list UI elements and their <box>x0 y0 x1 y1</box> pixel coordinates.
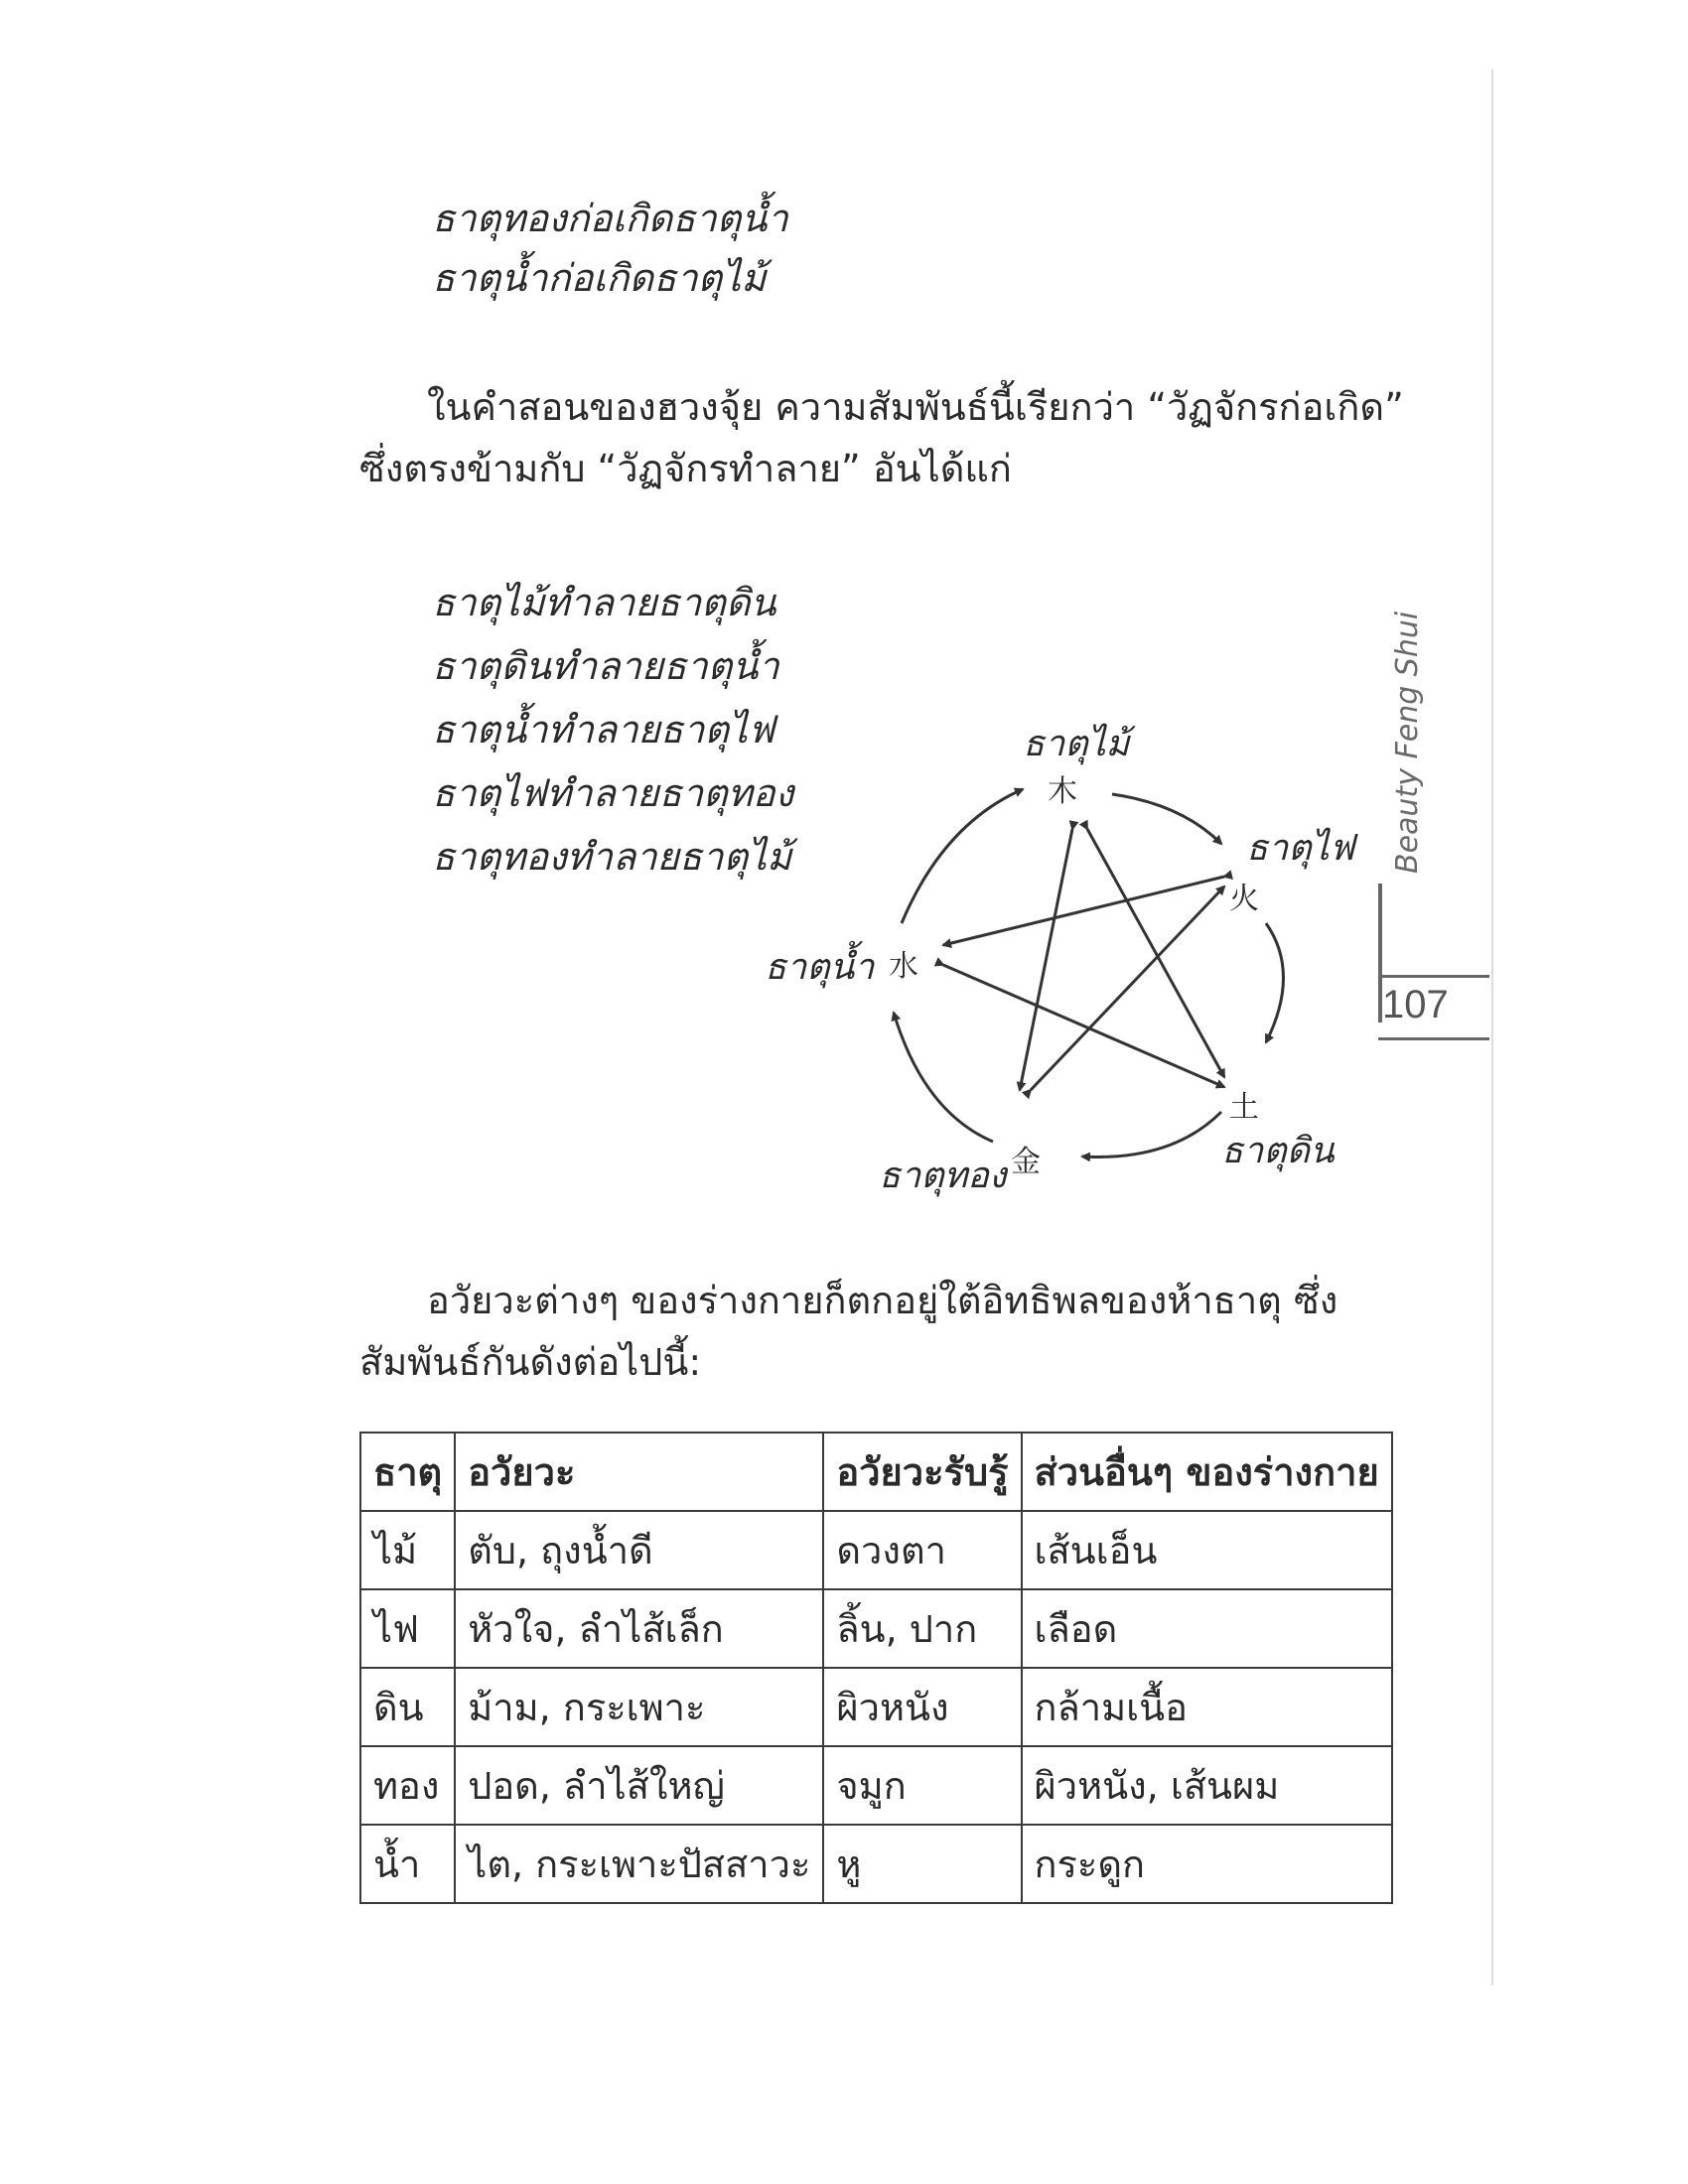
destruction-line: ธาตุทองทำลายธาตุไม้ <box>432 835 792 879</box>
paragraph1-line-1: ในคำสอนของฮวงจุ้ย ความสัมพันธ์นี้เรียกว่า “วัฏจักรก่อเกิด” <box>427 385 1404 429</box>
page-number: 107 <box>1382 983 1449 1026</box>
page-number-rule-top <box>1378 975 1489 978</box>
top-line-1: ธาตุทองก่อเกิดธาตุน้ำ <box>432 197 788 240</box>
page-number-rule-bottom <box>1378 1037 1489 1040</box>
cell: ม้าม, กระเพาะ <box>455 1668 823 1746</box>
cell: กระดูก <box>1022 1825 1392 1903</box>
book-title: Beauty Feng Shui <box>1390 611 1425 874</box>
cell: ไม้ <box>360 1511 455 1589</box>
table-row <box>360 1511 1392 1589</box>
destruction-line: ธาตุไฟทำลายธาตุทอง <box>432 771 794 815</box>
paragraph2-line-2: สัมพันธ์กันดังต่อไปนี้: <box>359 1340 702 1384</box>
label-metal: ธาตุทอง <box>879 1156 1007 1196</box>
table-row <box>360 1668 1392 1746</box>
label-fire: ธาตุไฟ <box>1246 828 1355 869</box>
cell: กล้ามเนื้อ <box>1022 1668 1392 1746</box>
cell: เส้นเอ็น <box>1022 1511 1392 1589</box>
label-earth: ธาตุดิน <box>1221 1131 1335 1171</box>
table-row <box>360 1746 1392 1825</box>
five-elements-diagram <box>745 695 1360 1235</box>
label-wood: ธาตุไม้ <box>1023 724 1130 764</box>
cell: ผิวหนัง <box>823 1668 1021 1746</box>
organs-table <box>359 1432 1393 1904</box>
destruction-line: ธาตุดินทำลายธาตุน้ำ <box>432 644 779 688</box>
cell: ดิน <box>360 1668 455 1746</box>
paragraph1-line-2: ซึ่งตรงข้ามกับ “วัฏจักรทำลาย” อันได้แก่ <box>359 447 1012 490</box>
paragraph2-line-1: อวัยวะต่างๆ ของร่างกายก็ตกอยู่ใต้อิทธิพลของห้าธาตุ ซึ่ง <box>427 1279 1338 1322</box>
table-row <box>360 1825 1392 1903</box>
glyph-earth: 土 <box>1229 1090 1259 1125</box>
glyph-metal: 金 <box>1011 1145 1041 1179</box>
cell: ผิวหนัง, เส้นผม <box>1022 1746 1392 1825</box>
label-water: ธาตุน้ำ <box>765 947 875 988</box>
cell: ตับ, ถุงน้ำดี <box>455 1511 823 1589</box>
cell: ไต, กระเพาะปัสสาวะ <box>455 1825 823 1903</box>
header-cell: ธาตุ <box>360 1433 455 1511</box>
destruction-line: ธาตุไม้ทำลายธาตุดิน <box>432 581 776 624</box>
cell: ปอด, ลำไส้ใหญ่ <box>455 1746 823 1825</box>
glyph-water: 水 <box>889 949 918 984</box>
top-line-2: ธาตุน้ำก่อเกิดธาตุไม้ <box>432 256 767 300</box>
cell: จมูก <box>823 1746 1021 1825</box>
cell: เลือด <box>1022 1589 1392 1668</box>
cell: ไฟ <box>360 1589 455 1668</box>
table-row <box>360 1589 1392 1668</box>
cell: ดวงตา <box>823 1511 1021 1589</box>
header-cell: อวัยวะรับรู้ <box>823 1433 1021 1511</box>
cell: หู <box>823 1825 1021 1903</box>
glyph-fire: 火 <box>1229 882 1259 916</box>
header-cell: อวัยวะ <box>455 1433 823 1511</box>
cell: น้ำ <box>360 1825 455 1903</box>
cell: ทอง <box>360 1746 455 1825</box>
page-edge <box>1491 69 1493 1985</box>
header-cell: ส่วนอื่นๆ ของร่างกาย <box>1022 1433 1392 1511</box>
cell: ลิ้น, ปาก <box>823 1589 1021 1668</box>
destruction-line: ธาตุน้ำทำลายธาตุไฟ <box>432 708 775 751</box>
table-header-row <box>360 1433 1392 1511</box>
destruction-list <box>432 571 793 888</box>
cell: หัวใจ, ลำไส้เล็ก <box>455 1589 823 1668</box>
glyph-wood: 木 <box>1048 774 1077 809</box>
